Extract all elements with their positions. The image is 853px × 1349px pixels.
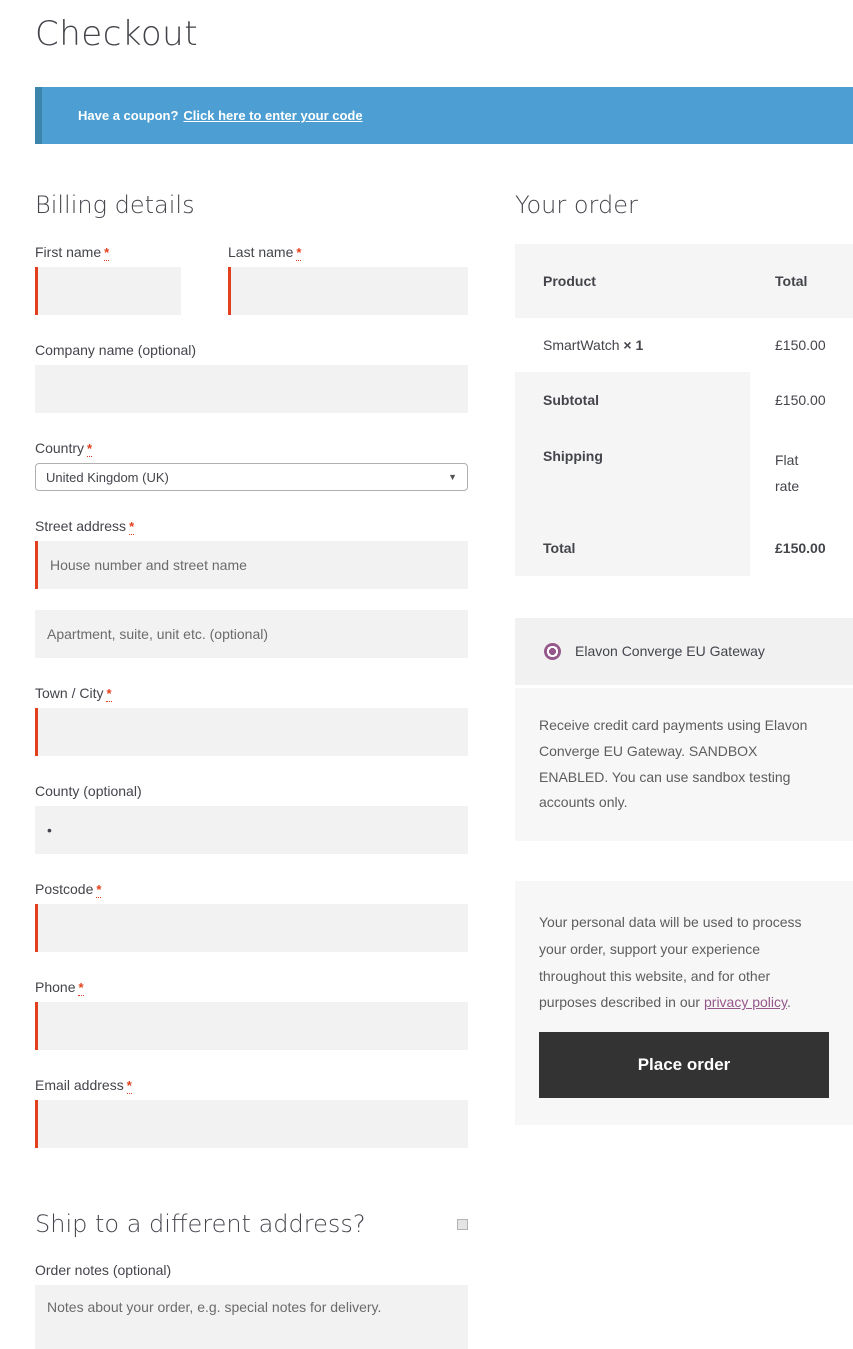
company-label: Company name (optional) [35, 342, 197, 358]
order-item-row [515, 318, 853, 372]
payment-method-description: Receive credit card payments using Elavon Converge EU Gateway. SANDBOX ENABLED. You can use sandbox testing accounts only. [515, 688, 853, 842]
phone-input[interactable] [35, 1002, 468, 1050]
county-field-group [35, 783, 468, 854]
required-marker: * [104, 245, 110, 260]
town-label: Town / City * [35, 685, 112, 701]
coupon-banner-text: Have a coupon? [78, 108, 179, 123]
billing-heading: Billing details [35, 191, 195, 219]
total-column-header: Total [750, 244, 853, 318]
shipping-row [515, 428, 853, 520]
street-address-2-input[interactable] [35, 610, 468, 658]
name-row [35, 244, 468, 315]
street-address-label: Street address * [35, 518, 135, 534]
order-item-total: £150.00 [750, 318, 853, 372]
order-total-label: Total [515, 520, 750, 576]
country-label: Country * [35, 440, 93, 456]
country-select[interactable] [35, 463, 468, 491]
chevron-down-icon: ▼ [448, 472, 457, 482]
required-marker: * [96, 882, 102, 897]
order-item-quantity: × 1 [623, 337, 644, 353]
order-review-column [515, 191, 853, 1349]
last-name-field-group [228, 244, 468, 315]
checkout-columns [35, 191, 853, 1349]
billing-column [35, 191, 468, 1349]
payment-method-label: Elavon Converge EU Gateway [575, 643, 765, 660]
privacy-notice: Your personal data will be used to process your order, support your experience throughout this website, and for other purposes described in our privacy policy. [539, 914, 802, 1011]
required-marker: * [78, 980, 84, 995]
postcode-label: Postcode * [35, 881, 102, 897]
required-marker: * [126, 1078, 132, 1093]
county-label: County (optional) [35, 783, 142, 799]
postcode-field-group [35, 881, 468, 952]
ship-different-address-row [35, 1210, 468, 1238]
town-field-group [35, 685, 468, 756]
ship-different-address-heading: Ship to a different address? [35, 1210, 366, 1238]
country-selected-value: United Kingdom (UK) [46, 469, 169, 485]
order-notes-field-group [35, 1262, 468, 1349]
subtotal-row [515, 372, 853, 428]
first-name-field-group [35, 244, 181, 315]
email-label: Email address * [35, 1077, 132, 1093]
company-field-group [35, 342, 468, 413]
payment-method-option[interactable] [515, 618, 853, 685]
your-order-heading: Your order [515, 191, 638, 219]
email-field-group [35, 1077, 468, 1148]
order-item-name: SmartWatch [543, 337, 620, 353]
place-order-button[interactable]: Place order [539, 1032, 829, 1098]
required-marker: * [296, 245, 302, 260]
country-field-group [35, 440, 468, 491]
last-name-label: Last name * [228, 244, 302, 260]
street-address-1-input[interactable] [35, 541, 468, 589]
postcode-input[interactable] [35, 904, 468, 952]
ship-different-address-checkbox[interactable] [457, 1219, 468, 1230]
street-address-field-group [35, 518, 468, 658]
required-marker: * [106, 686, 112, 701]
required-marker: * [129, 519, 135, 534]
company-input[interactable] [35, 365, 468, 413]
phone-field-group [35, 979, 468, 1050]
first-name-input[interactable] [35, 267, 181, 315]
privacy-policy-link[interactable]: privacy policy [704, 994, 787, 1011]
page-title: Checkout [35, 14, 199, 54]
order-notes-label: Order notes (optional) [35, 1262, 172, 1278]
order-total-row [515, 520, 853, 576]
phone-label: Phone * [35, 979, 84, 995]
order-notes-textarea[interactable] [35, 1285, 468, 1349]
order-table-header-row [515, 244, 853, 318]
email-input[interactable] [35, 1100, 468, 1148]
coupon-banner [35, 87, 853, 144]
shipping-value: Flat rate [750, 428, 853, 520]
shipping-label: Shipping [515, 428, 750, 520]
subtotal-label: Subtotal [515, 372, 750, 428]
radio-selected-icon[interactable] [544, 643, 561, 660]
checkout-footer [515, 881, 853, 1124]
town-input[interactable] [35, 708, 468, 756]
county-input[interactable] [35, 806, 468, 854]
order-total-value: £150.00 [750, 520, 853, 576]
subtotal-value: £150.00 [750, 372, 853, 428]
first-name-label: First name * [35, 244, 110, 260]
order-review-table [515, 244, 853, 576]
last-name-input[interactable] [228, 267, 468, 315]
order-item-name-cell [515, 318, 750, 372]
product-column-header: Product [515, 244, 750, 318]
coupon-toggle-link[interactable]: Click here to enter your code [183, 108, 363, 123]
payment-section [515, 618, 853, 842]
required-marker: * [87, 441, 93, 456]
